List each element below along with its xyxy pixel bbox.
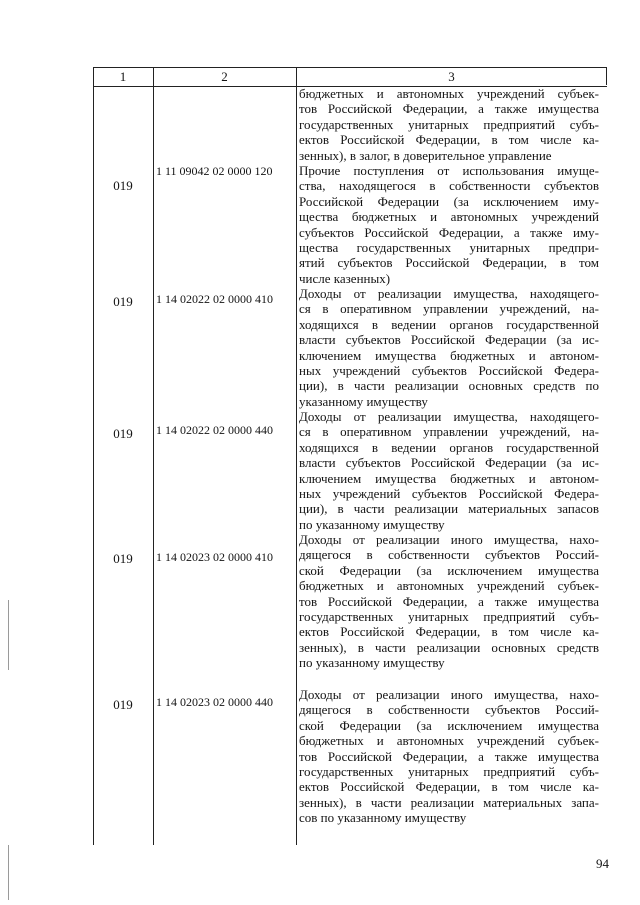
description-line: субъектов Российской Федерации, а также иму- xyxy=(299,224,599,240)
description-line: власти субъектов Российской Федерации (за ис- xyxy=(299,332,599,348)
description-line: ектов Российской Федерации, в том числе ка- xyxy=(299,624,599,640)
description-line: Прочие поступления от использования имуще- xyxy=(299,163,599,178)
header-col-3: 3 xyxy=(448,69,455,84)
description-cell xyxy=(299,409,599,532)
description-line: бюджетных и автономных учреждений субъек- xyxy=(299,86,599,101)
description-line: числе казенных) xyxy=(299,270,391,286)
description-line: государственных унитарных предприятий субъ- xyxy=(299,764,599,780)
description-line: ской Федерации (за исключением имущества xyxy=(299,717,599,733)
description-line: тов Российской Федерации, а также имущества xyxy=(299,101,599,117)
description-line: сов по указанному имуществу xyxy=(299,810,467,826)
scan-artifact xyxy=(8,845,9,900)
description-line: ектов Российской Федерации, в том числе ка- xyxy=(299,779,599,795)
table-divider-1 xyxy=(153,67,154,845)
description-line: ектов Российской Федерации, в том числе ка- xyxy=(299,132,599,148)
budget-code-cell: 1 14 02022 02 0000 410 xyxy=(156,292,273,306)
description-line: Доходы от реализации иного имущества, нахо- xyxy=(299,532,599,547)
description-line: государственных унитарных предприятий субъ- xyxy=(299,609,599,625)
description-line: бюджетных и автономных учреждений субъек- xyxy=(299,578,599,594)
admin-code-cell: 019 xyxy=(113,178,133,193)
admin-code-cell: 019 xyxy=(113,294,133,309)
description-line: щества государственных унитарных предпри- xyxy=(299,240,599,256)
description-line: ской Федерации (за исключением имущества xyxy=(299,562,599,578)
description-line: указанному имуществу xyxy=(299,393,428,409)
budget-code-cell: 1 11 09042 02 0000 120 xyxy=(156,164,273,178)
description-line: дящегося в собственности субъектов Россий- xyxy=(299,547,599,563)
description-line: по указанному имуществу xyxy=(299,516,445,532)
description-line: ходящихся в ведении органов государственной xyxy=(299,439,599,455)
description-line: зенных), в залог, в доверительное управление xyxy=(299,147,552,163)
description-line: щества бюджетных и автономных учреждений xyxy=(299,209,599,225)
description-line: по указанному имуществу xyxy=(299,655,445,671)
description-line: власти субъектов Российской Федерации (за ис- xyxy=(299,455,599,471)
admin-code-cell: 019 xyxy=(113,697,133,712)
budget-code-cell: 1 14 02023 02 0000 410 xyxy=(156,550,273,564)
description-line: ятий субъектов Российской Федерации, в том xyxy=(299,255,599,271)
description-line: Доходы от реализации имущества, находящего- xyxy=(299,286,599,301)
description-line: государственных унитарных предприятий субъ- xyxy=(299,116,599,132)
description-cell xyxy=(299,286,599,409)
description-line: ходящихся в ведении органов государственной xyxy=(299,316,599,332)
description-line: ных учреждений субъектов Российской Федера- xyxy=(299,363,599,379)
admin-code-cell: 019 xyxy=(113,426,133,441)
description-cell xyxy=(299,687,599,826)
description-line: зенных), в части реализации основных средств xyxy=(299,639,599,655)
description-line: Доходы от реализации иного имущества, нахо- xyxy=(299,687,599,702)
description-line: ся в оперативном управлении учреждений, на- xyxy=(299,301,599,317)
description-line: зенных), в части реализации материальных запа- xyxy=(299,794,599,810)
description-line: дящегося в собственности субъектов Россий- xyxy=(299,702,599,718)
description-line: ключением имущества бюджетных и автоном- xyxy=(299,470,599,486)
budget-code-cell: 1 14 02023 02 0000 440 xyxy=(156,695,273,709)
budget-code-cell: 1 14 02022 02 0000 440 xyxy=(156,423,273,437)
description-line: ства, находящегося в собственности субъектов xyxy=(299,178,599,194)
table-divider-2 xyxy=(296,67,297,845)
description-line: ных учреждений субъектов Российской Федера- xyxy=(299,486,599,502)
description-line: ся в оперативном управлении учреждений, на- xyxy=(299,424,599,440)
description-cell xyxy=(299,86,599,163)
description-line: Российской Федерации (за исключением иму- xyxy=(299,193,599,209)
description-line: ции), в части реализации основных средств по xyxy=(299,378,599,394)
description-line: ключением имущества бюджетных и автоном- xyxy=(299,347,599,363)
description-line: Доходы от реализации имущества, находящего- xyxy=(299,409,599,424)
header-col-1: 1 xyxy=(119,69,127,84)
description-cell xyxy=(299,532,599,671)
page-number: 94 xyxy=(596,856,609,871)
table-header-row xyxy=(93,67,607,87)
description-line: тов Российской Федерации, а также имущества xyxy=(299,593,599,609)
description-line: бюджетных и автономных учреждений субъек- xyxy=(299,733,599,749)
description-cell xyxy=(299,163,599,286)
header-col-2: 2 xyxy=(221,69,228,84)
description-line: тов Российской Федерации, а также имущества xyxy=(299,748,599,764)
scan-artifact xyxy=(8,600,9,670)
admin-code-cell: 019 xyxy=(113,551,133,566)
description-line: ции), в части реализации материальных запасов xyxy=(299,501,599,517)
